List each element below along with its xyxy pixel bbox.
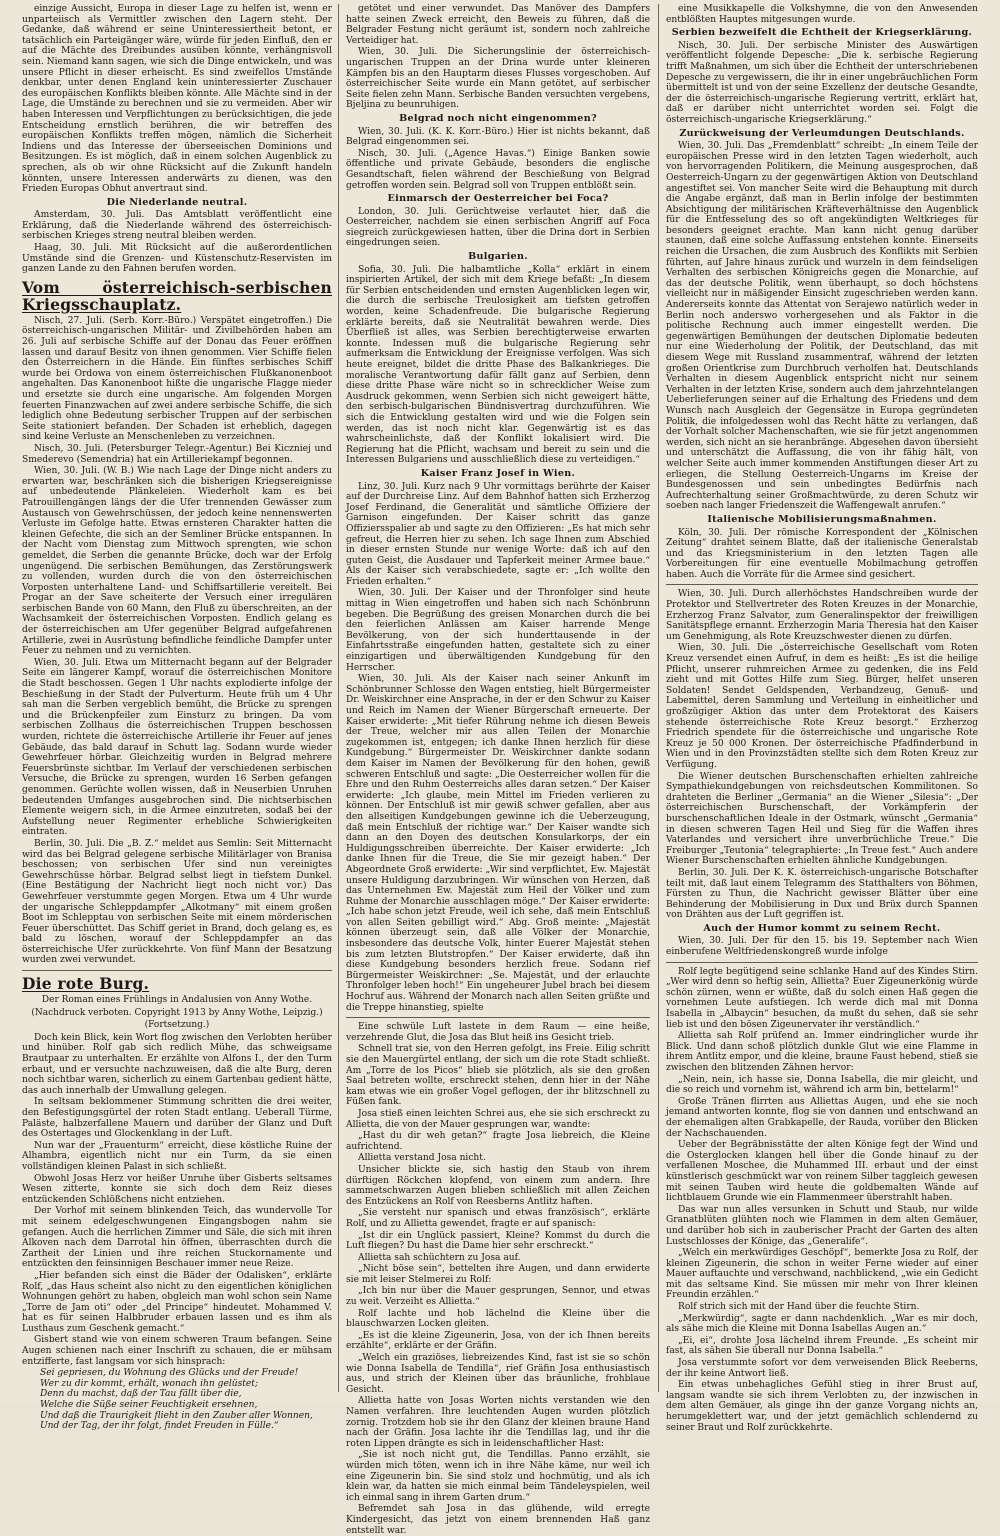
section-heading: Einmarsch der Oesterreicher bei Foca? bbox=[387, 193, 609, 205]
novel-paragraph: „Nein, nein, ich hasse sie, Donna Isabella, die mir gleicht, und die so reich und vornehm ist, während ich arm bin, bettelarm!“ bbox=[666, 1074, 978, 1096]
news-item: Wien, 30. Juli. Die Sicherungslinie der österreichisch-ungarischen Truppen an der Drina wurde unter kleineren Kämpfen bis an den Hauptarm dieses Flusses vorgeschoben. Auf österreichischer Seite wurde ein Mann getötet, auf serbischer Seite fielen zehn Mann. Serbische Banden versuchten vergebens, Bjeljina zu beunruhigen. bbox=[346, 47, 650, 111]
novel-paragraph: „Ist dir ein Unglück passiert, Kleine? Kommst du durch die Luft fliegen? Du hast die Dame hier sehr erschreckt.“ bbox=[346, 1230, 650, 1252]
news-item: Wien, 30. Juli. Durch allerhöchstes Handschreiben wurde der Protektor und Stellvertreter des Roten Kreuzes in der Monarchie, Erzherzog Franz Salvator, zum Generalinspektor der freiwilligen Sanitätspflege ernannt. Erzherzogin Maria Theresia hat den Kaiser um Genehmigung, als Rote Kreuzschwester dienen zu dürfen. bbox=[666, 589, 978, 642]
novel-paragraph: Allietta verstand Josa nicht. bbox=[358, 1153, 486, 1164]
novel-paragraph: „Sie versteht nur spanisch und etwas französisch“, erklärte Rolf, und zu Allietta gewendet, fragte er auf spanisch: bbox=[346, 1208, 650, 1229]
news-item: Amsterdam, 30. Juli. Das Amtsblatt veröffentlicht eine Erklärung, daß die Niederlande während des österreichisch-serbischen Krieges streng neutral bleiben werden. bbox=[22, 210, 332, 242]
news-item: Nisch, 27. Juli. (Serb. Korr.-Büro.) Verspätet eingetroffen.) Die österreichisch-ungarischen Militär- und Zivilbehörden haben am 26. Juli auf serbische Schiffe auf der Donau das Feuer eröffnen lassen und darauf Besitz von ihnen genommen. Vier Schiffe fielen den Österreichern in die Hände. Ein fünftes serbisches Schiff wurde bei Ordowa von einem österreichischen Flußkanonenboot angehalten. Das Kanonenboot hißte die ungarische Flagge nieder und ersetzte sie durch eine ungarische. Am folgenden Morgen feuerten Finanzwachen auf zwei andere serbische Schiffe, die sich lediglich ohne Bedeutung serbischer Truppen auf der serbischen Seite stationiert befanden. Der Schaden ist erheblich, dagegen sind keine Verluste an Menschenleben zu verzeichnen. bbox=[22, 315, 332, 443]
feuilleton-subtitle: Der Roman eines Frühlings in Andalusien von Anny Wothe. bbox=[41, 995, 313, 1006]
novel-paragraph: „Welch ein merkwürdiges Geschöpf“, bemerkte Josa zu Rolf, der kleinen Zigeunerin, die schon in weiter Ferne wieder auf einer Mauer auftauchte und verschwand, nachblickend, „wie ein Gedicht mit das seltsame Kind. Sie müssen mir mehr von Ihrer kleinen Freundin erzählen.“ bbox=[666, 1248, 978, 1301]
novel-paragraph: Gisbert stand wie von einem schweren Traum befangen. Seine Augen schienen nach einer Inschrift zu schauen, die er mühsam entzifferte, fast langsam vor sich hinsprach: bbox=[22, 1335, 332, 1367]
section-heading: Italienische Mobilisierungsmaßnahmen. bbox=[707, 513, 937, 525]
novel-paragraph: Allietta sah Rolf prüfend an. Immer eindringlicher wurde ihr Blick. Und dann schoß plötzlich dunkle Glut wie eine Flamme in ihrem Antlitz empor, und die kleine, braune Faust hebend, stieß sie zwischen den blitzenden Zähnen hervor: bbox=[666, 1031, 978, 1073]
column-1 bbox=[22, 4, 332, 1432]
novel-paragraph: Obwohl Josas Herz vor heißer Unruhe über Gisberts seltsames Wesen zitterte, konnte sie sich doch dem Reiz dieses entzückenden Schlößchens nicht entziehen. bbox=[22, 1173, 332, 1205]
section-heading: Serbien bezweifelt die Echtheit der Kriegserklärung. bbox=[671, 27, 973, 39]
news-item: Wien, 30. Juli. Als der Kaiser nach seiner Ankunft im Schönbrunner Schlosse den Wagen entstieg, hielt Bürgermeister Dr. Weiskirchner eine Ansprache, in der er den Schwur zu Kaiser und Reich im Namen der Wiener Bürgerschaft erneuerte. Der Kaiser erwiderte: „Mit tiefer Rührung nehme ich diesen Beweis der Treue, welcher mir aus allen Teilen der Monarchie zugekommen ist, entgegen; ich danke Ihnen herzlich für diese Kundgebung.“ Bürgermeister Dr. Weiskirchner dankte sodann dem Kaiser im Namen der Bevölkerung für den hohen, gewiß schweren Entschluß und sagte: „Die Oesterreicher wollen für die Ehre und den Ruhm Oesterreichs alles daran setzen.“ Der Kaiser erwiderte: „Ich glaube, mein Mittel im Frieden verlieren zu können. Der Entschluß ist mir gewiß schwer gefallen, aber aus den allseitigen Kundgebungen gewinne ich die Ueberzeugung, daß mein Entschluß der richtige war.“ Der Kaiser wandte sich dann an den Doyen des deutschen Konsularkorps, der ein Huldigungsschreiben überreichte. Der Kaiser erwiderte: „Ich danke Ihnen für die Treue, die Sie mir gezeigt haben.“ Der Abgeordnete Groß erwiderte: „Wir sind verpflichtet, Ew. Majestät unsere Huldigung darzubringen. Wir wünschen von Herzen, daß das Unternehmen Ew. Majestät zum Heil der Völker und zum Ruhme der Monarchie ausschlagen möge.“ Der Kaiser erwiderte: „Ich habe schon jetzt Freude, weil ich sehe, daß mein Entschluß von allen Seiten gebilligt wird.“ Abg. Groß meinte: „Majestät können überzeugt sein, daß alle Völker der Monarchie, insbesondere das deutsche Volk, hinter Euerer Majestät stehen bis zum letzten Blutstropfen.“ Der Kaiser erwiderte, daß ihn diese Kundgebung besonders herzlich freue. Sodann rief Bürgermeister Weiskirchner: „Se. Majestät, und der erlauchte Thronfolger leben hoch!“ Ein ungeheurer Jubel brach bei diesem Hochruf aus. Während der Monarch nach allen Seiten grüßte und die Treppe hinanstieg, spielte bbox=[346, 674, 650, 1013]
news-item: Wien, 30. Juli. Etwa um Mitternacht begann auf der Belgrader Seite ein längerer Kampf, worauf die österreichischen Monitore die Stadt beschossen. Gegen 1 Uhr nachts explodierte infolge der Beschießung in der Stadt der Pulverturm. Heute früh um 4 Uhr sah man die Serben vergeblich bemüht, die Brücke zu sprengen und die Brückenpfeiler zum Einsturz zu bringen. Da vom serbischen Zollhaus die österreichischen Truppen beschossen wurden, richtete die österreichische Artillerie ihr Feuer auf jenes Gebäude, das bald darauf in Schutt lag. Sodann wurde wieder Gewehrfeuer hörbar. Gleichzeitig wurden in Belgrad mehrere Feuersbrünste sichtbar. Im Verlauf der verschiedenen serbischen Versuche, die Brücke zu sprengen, wurden 16 Serben gefangen genommen. Gerüchte wollen wissen, daß in Neuserbien Unruhen bedeutenden Umfanges ausgebrochen sind. Die nichtserbischen Elemente weigern sich, in die Armee einzutreten, sodaß bei der Aufstellung neuer Regimenter erhebliche Schwierigkeiten eintraten. bbox=[22, 657, 332, 838]
poem-inscription bbox=[40, 1368, 332, 1432]
novel-paragraph: Der Vorhof mit seinem blinkenden Teich, das wundervolle Tor mit seinem edelgeschwungenen Eingangsbogen nahm sie gefangen. Auch die herrlichen Zimmer und Säle, die sich mit ihren Alkoven nach dem Darrotal hin öffnen, überraschten durch die Zartheit der Linien und ihre reichen Stuckornamente und entzückten den feinsinnigen Beschauer immer neue Reize. bbox=[22, 1206, 332, 1270]
section-heading: Auch der Humor kommt zu seinem Recht. bbox=[703, 922, 941, 934]
feuilleton-title: Die rote Burg. bbox=[22, 974, 150, 994]
continuation-note: (Fortsetzung.) bbox=[144, 1020, 210, 1031]
section-rule bbox=[666, 962, 978, 963]
novel-paragraph: „Hast du dir weh getan?“ fragte Josa liebreich, die Kleine aufrichtend. bbox=[346, 1131, 650, 1152]
novel-paragraph: Nun war der „Frauenturm“ erreicht, diese köstliche Ruine der Alhambra, eigentlich nicht nur ein Turm, da sie einen vollständigen kleinen Palast in sich schließt. bbox=[22, 1140, 332, 1172]
poem-line: Und daß die Traurigkeit flieht in den Zauber aller Wonnen, bbox=[40, 1410, 313, 1421]
poem-line: Und der Tag, der ihr folgt, findet Freuden in Fülle.“ bbox=[40, 1421, 279, 1432]
section-heading: Die Niederlande neutral. bbox=[106, 196, 248, 208]
news-item: Wien, 30. Juli. Der Kaiser und der Thronfolger sind heute mittag in Wien eingetroffen und haben sich nach Schönbrunn begeben. Die Begrüßung des greisen Monarchen durch die bei den feierlichen Anlässen am Kaiser harrende Menge Bevölkerung, von der sich hunderttausende in der Einfahrtsstraße eingefunden hatten, gestaltete sich zu einer einzigartigen und überwältigenden Kundgebung für den Herrscher. bbox=[346, 588, 650, 673]
section-rule bbox=[22, 970, 332, 971]
novel-paragraph: In seltsam beklommener Stimmung schritten die drei weiter, den Befestigungsgürtel der roten Stadt entlang. Ueberall Türme, Paläste, halbzerfallene Mauern und darüber der Glanz und Duft des Ostertages und Glockenklang in der Luft. bbox=[22, 1097, 332, 1140]
news-item: Wien, 30. Juli. (W. B.) Wie nach Lage der Dinge nicht anders zu erwarten war, beschränken sich die bisherigen Kriegsereignisse auf unbedeutende Plänkeleien. Wiederholt kam es bei Patrouillengängen längs der die Ufer trennenden Gewässer zum Austausch von Gewehrschüssen, der jedoch keine nennenswerten Verluste im Gefolge hatte. Etwas ernsteren Charakter hatten die kleinen Gefechte, die sich an der Semliner Brücke entspannen. In der Nacht vom Dienstag zum Mittwoch sprengten, wie schon gemeldet, die Serben die genannte Brücke, doch war der Erfolg ungenügend. Die serbischen Bemühungen, das Zerstörungswerk zu vollenden, wurden durch die von den österreichischen Vorposten unterhaltene Land- und Schiffsartillerie vereitelt. Bei Progar an der Save scheiterte der Versuch einer irregulären serbischen Bande von 60 Mann, den Fluß zu überschreiten, an der Wachsamkeit der österreichischen Vorposten. Endlich gelang es der österreichischen am Ufer gegenüber Belgrad aufgefahrenen Artillerie, zwei in Ausrüstung befindliche feindliche Dampfer unter Feuer zu nehmen und zu vernichten. bbox=[22, 466, 332, 657]
news-item: Nisch, 30. Juli. („Agence Havas.“) Einige Banken sowie öffentliche und private Gebäude, besonders die englische Gesandtschaft, fielen während der Beschießung von Belgrad getroffen worden sein. Belgrad soll von Truppen entblößt sein. bbox=[346, 148, 650, 191]
article-text: eine Musikkapelle die Volkshymne, die von den Anwesenden entblößten Hauptes mitgesungen wurde. bbox=[666, 4, 978, 25]
copyright-note: (Nachdruck verboten. Copyright 1913 by Anny Wothe, Leipzig.) bbox=[31, 1007, 323, 1018]
news-item: Wien, 30. Juli. (K. K. Korr.-Büro.) Hier ist nichts bekannt, daß Belgrad eingenommen sei. bbox=[346, 126, 650, 148]
novel-paragraph: Unsicher blickte sie, sich hastig den Staub von ihrem dürftigen Röckchen klopfend, von einem zum andern. Ihre sammetschwarzen Augen blieben schließlich mit allen Zeichen des Entzückens an Rolf von Reesberns Antlitz haften. bbox=[346, 1164, 650, 1207]
novel-paragraph: „Welch ein graziöses, liebreizendes Kind, fast ist sie so schön wie Donna Isabella de Tendilla“, rief Gräfin Josa enthusiastisch aus, und strich der Kleinen über das bräunliche, frohblaue Gesicht. bbox=[346, 1353, 650, 1395]
news-item: Linz, 30. Juli. Kurz nach 9 Uhr vormittags berührte der Kaiser auf der Durchreise Linz. Auf dem Bahnhof hatten sich Erzherzog Josef Ferdinand, die Generalität und sämtliche Offiziere der Garnison eingefunden. Der Kaiser schritt das ganze Offiziersspalier ab und sagte zu den Offizieren: „Es hat mich sehr gefreut, die Herren hier zu sehen. Ich sage Ihnen zum Abschied in dieser ernsten Stunde nur wenige Worte: daß ich auf den guten Geist, die Ausdauer und Tapferkeit meiner Armee baue.“ Als der Kaiser sich verabschiedete, sagte er: „Ich wollte den Frieden erhalten.“ bbox=[346, 481, 650, 587]
news-item: Nisch, 30. Juli. Der serbische Minister des Auswärtigen veröffentlicht folgende Depesche: „Die k. serbische Regierung trifft Maßnahmen, um sich über die Echtheit der unterschriebenen Depesche zu vergewissern, die ihr in einer ungebräuchlichen Form übermittelt ist und von der seine Exzellenz der deutsche Gesandte, der die österreichisch-ungarische Regierung vertritt, erklärt hat, daß er darüber nicht unterrichtet worden sei. Folgt die österreichisch-ungarische Kriegserklärung.“ bbox=[666, 40, 978, 125]
poem-line: Welche die Süße seiner Feuchtigkeit ersehnen, bbox=[40, 1400, 258, 1411]
news-item: London, 30. Juli. Gerüchtweise verlautet hier, daß die Oesterreicher, nachdem sie einen serbischen Angriff auf Foca siegreich zurückgewiesen hatten, über die Drina dort in Serbien eingedrungen seien. bbox=[346, 206, 650, 249]
section-heading: Zurückweisung der Verleumdungen Deutschlands. bbox=[679, 127, 965, 139]
novel-paragraph: „Ei, ei“, drohte Josa lächelnd ihrem Freunde. „Es scheint mir fast, als sähen Sie überall nur Donna Isabella.“ bbox=[666, 1335, 978, 1357]
novel-paragraph: Rolf strich sich mit der Hand über die feuchte Stirn. bbox=[678, 1302, 920, 1313]
column-divider bbox=[658, 4, 659, 1392]
news-item: Wien, 30. Juli. Das „Fremdenblatt“ schreibt: „In einem Teile der europäischen Presse wird in den letzten Tagen wiederholt, auch von hervorragenden Politikern, die Meinung ausgesprochen, daß Oesterreich-Ungarn zu der gegenwärtigen Aktion von Deutschland angestiftet sei. Von mancher Seite wird die Behauptung mit durch die Angabe ergänzt, daß man in Berlin infolge der bestimmten Absichtigung der militärischen Kräfteverhältnisse den Augenblick für die Entfesselung des so oft angekündigten Weltkrieges für besonders geeignet erachte. Man kann nicht genug darüber staunen, daß eine solche Auffassung entstehen konnte. Einerseits reichen die Ursachen, die zum Ausbruch des Konflikts mit Serbien führten, auf Jahre hinaus zurück und wurzeln in dem feindseligen Verhalten des serbischen Königreichs gegen die Monarchie, auf das der deutsche Politik, wenn überhaupt, so doch höchstens vielleicht nur in mäßigender Einsicht zugeschrieben werden kann. Andererseits konnte das Attentat von Serajewo natürlich weder in Berlin noch anderswo vorhergesehen und als Faktor in die politische Rechnung auch immer eingestellt werden. Die gegenwärtigen Bemühungen der deutschen Diplomatie bedeuten nur eine Wiederholung der Politik, der Deutschland, das mit diesem Wege mit Russland zusammentraf, während der letzten großen Orientkrise zum Durchbruch verholfen hat. Deutschlands Verhalten in diesem Augenblick entspricht nicht nur seinem Verhalten in der letzten Krise, sondern auch dem jahrzehntelangen Ueberlieferungen seiner auf die Erhaltung des Friedens und dem Wunsch nach Ausgleich der Gegensätze in Europa gegründeten Politik, die infolgedessen wohl das Recht hätte zu verlangen, daß der Vorhalt solcher Machenschaften, wie sie für jetzt angenommen werden, sich nicht an sie heranbränge. Abgesehen davon übersieht und unterschätzt die Auffassung, die von ihr fähig hält, von welcher Seite auch immer kommenden Anstiftungen dieser Art zu erliegen, die Stellung Oesterreich-Ungarns im Kreise der Bundesgenossen und sein unbedingtes Bedürfnis nach Aufrechterhaltung seiner Großmachtwürde, zu deren Schutz wir soeben nach langer Friedenszeit die Waffengewalt anrufen.“ bbox=[666, 141, 978, 512]
novel-paragraph: Befremdet sah Josa in das glühende, wild erregte Kindergesicht, das jetzt von einem brennenden Haß ganz entstellt war. bbox=[346, 1504, 650, 1536]
article-text: getötet und einer verwundet. Das Manöver des Dampfers hatte seinen Zweck erreicht, den Beweis zu führen, daß die Belgrader Festung nicht geräumt ist, sondern noch zahlreiche Verteidiger hat. bbox=[346, 4, 650, 46]
section-rule bbox=[666, 584, 978, 585]
novel-paragraph: Eine schwüle Luft lastete in dem Raum — eine heiße, verzehrende Glut, die Josa das Blut heiß ins Gesicht trieb. bbox=[346, 1022, 650, 1043]
novel-paragraph: Doch kein Blick, kein Wort flog zwischen den Verlobten herüber und hinüber. Rolf gab sich redlich Mühe, das schweigsame Brautpaar zu unterhalten. Er erzählte von Alfons I., der den Turm erbaut, und er versuchte nachzuweisen, daß die alte Burg, deren noch sichtbar waren, sicherlich zu einem Gartenbau gedient hätte, das auch innerhalb der Umwallung gelegen. bbox=[22, 1032, 332, 1096]
novel-paragraph: „Nicht böse sein“, bettelten ihre Augen, und dann erwiderte sie mit leiser Stelmerei zu Rolf: bbox=[346, 1264, 650, 1285]
novel-paragraph: Ueber der Begräbnisstätte der alten Könige fegt der Wind und die Osterglocken klangen hell über die Gonde hinauf zu der verfallenen Moschee, die Muhammed III. erbaut und der einst künstlerisch geschmückt war von reinem Silber taggleich gewesen mit seinen Tauben wird heute die goldbemalten Wände auf lichtblauem Grunde wie ein Flammenmeer überstrahlt haben. bbox=[666, 1140, 978, 1204]
novel-paragraph: Rolf lachte und hob lächelnd die Kleine über die blauschwarzen Locken gleiten. bbox=[346, 1308, 650, 1330]
poem-line: Sei gepriesen, du Wohnung des Glücks und der Freude! bbox=[40, 1368, 299, 1379]
novel-paragraph: Große Tränen flirrten aus Alliettas Augen, und ehe sie noch jemand antworten konnte, flog sie von dannen und entschwand an der ehemaligen alten Grabkapelle, der Rauda, vorüber den Blicken der Nachschauenden. bbox=[666, 1096, 978, 1139]
section-heading: Bulgarien. bbox=[468, 251, 528, 263]
novel-paragraph: „Ich bin nur über die Mauer gesprungen, Sennor, und etwas zu weit. Verzeiht es Allietta.“ bbox=[346, 1286, 650, 1308]
column-divider bbox=[338, 4, 339, 1392]
novel-paragraph: „Hier befanden sich einst die Bäder der Odalisken“, erklärte Rolf, „das Haus scheint also nicht zu den eigentlichen königlichen Wohnungen gehört zu haben, obgleich man wohl schon sein Name „Torre de Jam oti“ oder „del Principe“ hindeutet. Mohammed V. hat es für seinen Halbbruder erbauen lassen und es ihm als Lusthaus zum Geschenk gemacht.“ bbox=[22, 1270, 332, 1334]
poem-line: Wer zu dir kommt, erhält, wonach ihn gelüstet; bbox=[40, 1378, 259, 1389]
novel-paragraph: „Merkwürdig“, sagte er dann nachdenklich. „War es mir doch, als sähe mich die Kleine mit Donna Isabellas Augen an.“ bbox=[666, 1313, 978, 1335]
novel-paragraph: Rolf legte begütigend seine schlanke Hand auf des Kindes Stirn. „Wer wird denn so heftig sein, Allietta? Euer Zigeunerkönig würde schön zürnen, wenn er wüßte, daß du solch einen Haß gegen die vornehmen Leute aufstiegen. Ich werde dich mal mit Donna Isabella in „Albaycin“ besuchen, da mußt du sehen, daß sie sehr lieb ist und den bösen Zigeunervater ihr verständlich.“ bbox=[666, 966, 978, 1030]
news-item: Köln, 30. Juli. Der römische Korrespondent der „Kölnischen Zeitung“ drahtet seinem Blatte, daß der italienische Generalstab und das Kriegsministerium in den letzten Tagen alle Vorbereitungen für eine eventuelle Mobilmachung getroffen haben. Auch die Vorräte für die Armee sind gesichert. bbox=[666, 527, 978, 580]
section-heading: Belgrad noch nicht eingenommen? bbox=[399, 112, 597, 124]
novel-paragraph: Josa stieß einen leichten Schrei aus, ehe sie sich erschreckt zu Allietta, die von der Mauer gesprungen war, wandte: bbox=[346, 1108, 650, 1130]
poem-line: Denn du machst, daß der Tau fällt über die, bbox=[40, 1389, 242, 1400]
news-item: Sofia, 30. Juli. Die halbamtliche „Kolla“ erklärt in einem inspirierten Artikel, der sich mit dem Kriege befaßt: „In diesem für Serbien entscheidenden und ernsten Augenblicken legen wir, die durch die serbische Treulosigkeit am tiefsten getroffen worden, keine Schadenfreude. Die bulgarische Regierung erklärte bereits, daß sie Neutralität bewahren werde. Dies Überfließ ist alles, was Serbien berechtigterweise erwarten konnte. Indessen muß die bulgarische Regierung sehr aufmerksam die Entwicklung der Ereignisse verfolgen. Was sich heute ereignet, bildet die dritte Phase des Balkankrieges. Die moralische Verantwortung dafür fällt ganz auf Serbien, denn diese dritte Phase wäre nicht so in schrecklicher Weise zum Ausdruck gekommen, wenn Serbien sich nicht geweigert hätte, den serbisch-bulgarischen Bündnisvertrag durchzuführen. Wie sich die Entwicklung gestalten wird und wie die Folgen sein werden, das ist noch nicht klar. Gegenwärtig ist es das wahrscheinlichste, daß der Konflikt lokalisiert wird. Die Regierung hat die Pflicht, wachsam und bereit zu sein und die Interessen Bulgariens und ausschließlich diese zu verteidigen.“ bbox=[346, 264, 650, 466]
column-2 bbox=[346, 4, 650, 1536]
news-item: Wien, 30. Juli. Die „österreichische Gesellschaft vom Roten Kreuz versendet einen Aufruf, in dem es heißt: „Es ist die heilige Pflicht, unserer ruhmreichen Armee zu gedenken, die ins Feld zieht und mit Gottes Hilfe zum Sieg. Bürger, helfet unseren Soldaten! Sendet Geldspenden, Verbandzeug, Genuß- und Labemittel, deren Sammlung und Verteilung in einheitlicher und großzügiger Aktion das unter dem Protektorat des Kaisers stehende österreichische Rote Kreuz besorgt.“ Erzherzog Friedrich spendete für die österreichische und ungarische Rote Kreuz je 50 000 Kronen. Der österreichische Pfadfinderbund in Wien und in den Provinzstädten stellte sich dem Roten Kreuz zur Verfügung. bbox=[666, 643, 978, 770]
news-item: Berlin, 30. Juli. Der K. K. österreichisch-ungarische Botschafter teilt mit, daß laut einem Telegramm des Statthalters von Böhmen, Fürsten zu Thun, die Nachricht gewisser Blätter über eine Behinderung der Mobilisierung in Dux und Brüx durch Spannen von Drähten aus der Luft gegriffen ist. bbox=[666, 867, 978, 921]
news-item: Berlin, 30. Juli. Die „B. Z.“ meldet aus Semlin: Seit Mitternacht wird das bei Belgrad gelegene serbische Militärlager von Branisa beschossen; von serbischen Ufer sind nun vereinigtes Gewehrschüsse hörbar. Belgrad selbst liegt in tiefstem Dunkel. (Eine Bestätigung der Nachricht liegt noch nicht vor.) Das Gewehrfeuer verstummte gegen Morgen. Etwa um 4 Uhr wurde der ungarische Schleppdampfer „Alkotmany“ mit einem großen Boot im Schlepptau von serbischen Seite mit einem mörderischen Feuer überschüttet. Das Schiff geriet in Brand, doch gelang es, es bald zu löschen, worauf der Schleppdampfer an das österreichische Ufer zurückkehrte. Von fünf Mann der Besatzung wurden zwei verwundet. bbox=[22, 838, 332, 966]
novel-paragraph: Das war nun alles versunken in Schutt und Staub, nur wilde Granatblüten glühten noch wie Flammen in dem alten Gemäuer, und darüber hob sich in zauberischer Pracht der Garten des alten Lustschlosses der Könige, das „Generalife“. bbox=[666, 1204, 978, 1247]
news-item: Wien, 30. Juli. Der für den 15. bis 19. September nach Wien einberufene Weltfriedenskongreß wurde infolge bbox=[666, 936, 978, 958]
novel-paragraph: „Es ist die kleine Zigeunerin, Josa, von der ich Ihnen bereits erzählte“, erklärte er der Gräfin. bbox=[346, 1330, 650, 1352]
article-text: einzige Aussicht, Europa in dieser Lage zu helfen ist, wenn er unparteiisch als Vermittler zwischen den Lagern steht. Der Gedanke, daß während er seine Uninteressiertheit betont, er tatsächlich ein Parteigänger wäre, würde für jeden Einfluß, den er auf die Mächte des Dreibundes ausüben könnte, verhängnisvoll sein. Niemand kann sagen, wie sich die Dinge entwickeln, und was unsere Pflicht in dieser erheischt. Es sind zweifellos Umstände denkbar, unter denen England kein uninteressierter Zuschauer des europäischen Konflikts bleiben könnte. Alle Mächte sind in der Lage, die Umstände zu berechnen und sie zu vermeiden. Aber wir haben Interessen und Verpflichtungen zu berücksichtigen, die jede Entscheidung ernstlich berühren, die wir betreffen des europäischen Konflikts treffen mögen, nämlich die Sicherheit Indiens und das Interesse der überseeischen Dominions und Besitzungen. Es ist möglich, daß in einem solchen Augenblick zu sprechen, als ob wir ohne Rücksicht auf die Zukunft handeln könnten, unsere Interessen anderwärts zu dienen, was den Frieden Europas Obhut anvertraut sind. bbox=[22, 4, 332, 195]
novel-paragraph: Schnell trat sie, von den Herren gefolgt, ins Freie. Eilig schritt sie den Mauergürtel entlang, der sich um die rote Stadt schließt. Am „Torre de los Picos“ blieb sie plötzlich, als sie den großen Saal betreten wollte, erschreckt stehen, denn hier in der Nähe kam etwas wie ein großer Vogel geflogen, der ihr blitzschnell zu Füßen fank. bbox=[346, 1044, 650, 1108]
novel-paragraph: Allietta sah schüchtern zu Josa auf. bbox=[358, 1252, 521, 1263]
novel-paragraph: Allietta hatte von Josas Worten nichts verstanden wie den Namen verfahren. Ihre leuchtenden Augen wurden plötzlich zornig. Trotzdem hob sie ihr den Glanz der kleinen braune Hand nach der Gräfin. Josa lachte ihr die Tendillas lag, und ihr die roten Lippen drängte es sich in leidenschaftlicher Hast: bbox=[346, 1396, 650, 1449]
news-item: Die Wiener deutschen Burschenschaften erhielten zahlreiche Sympathiekundgebungen von reichsdeutschen Kommilitonen. So drahteten die Berliner „Germania“ an die Wiener „Silesia“: „Der österreichischen Burschenschaft, der Vorkämpferin der burschenschaftlichen Ideale in der Ostmark, wünscht „Germania“ in diesen schweren Tagen Heil und Sieg für die Waffen ihres Vaterlandes und versichert ihre unverbrüchliche Treue.“ Die Freiburger „Teutonia“ telegraphierte: „In Treue fest.“ Auch andere Wiener Burschenschaften erhielten ähnliche Kundgebungen. bbox=[666, 771, 978, 867]
main-headline: Vom österreichisch-serbischen Kriegsschauplatz. bbox=[22, 277, 332, 314]
novel-paragraph: Ein etwas unbehagliches Gefühl stieg in ihrer Brust auf, langsam wandte sie sich ihrem Verlobten zu, der inzwischen in dem alten Gemäuer, als ginge ihn der ganze Vorgang nichts an, herumgeklettert war, und der jetzt gemächlich schlendernd zu seiner Braut und Rolf zurückkehrte. bbox=[666, 1380, 978, 1433]
section-rule bbox=[346, 1017, 650, 1018]
news-item: Haag, 30. Juli. Mit Rücksicht auf die außerordentlichen Umstände sind die Grenzen- und Küstenschutz-Reservisten im ganzen Lande zu den Fahnen berufen worden. bbox=[22, 243, 332, 275]
news-item: Nisch, 30. Juli. (Petersburger Telegr.-Agentur.) Bei Kiczniej und Smederevo (Semendria) hat ein Artilleriekampf begonnen. bbox=[22, 443, 332, 465]
section-heading: Kaiser Franz Josef in Wien. bbox=[420, 467, 576, 479]
novel-paragraph: „Sie ist noch nicht gut, die Tendillas. Panno erzählt, sie würden mich töten, wenn ich in ihre Nähe käme, nur weil ich eine Zigeunerin bin. Sie sind stolz und hochmütig, und als ich klein war, da hatten sie mich einmal beim Tändeleyspielen, weil ich einmal sang in ihrem Garten drum.“ bbox=[346, 1450, 650, 1503]
novel-paragraph: Josa verstummte sofort vor dem verweisenden Blick Reeberns, der ihr keine Antwort ließ. bbox=[666, 1358, 978, 1379]
column-3 bbox=[666, 4, 978, 1433]
